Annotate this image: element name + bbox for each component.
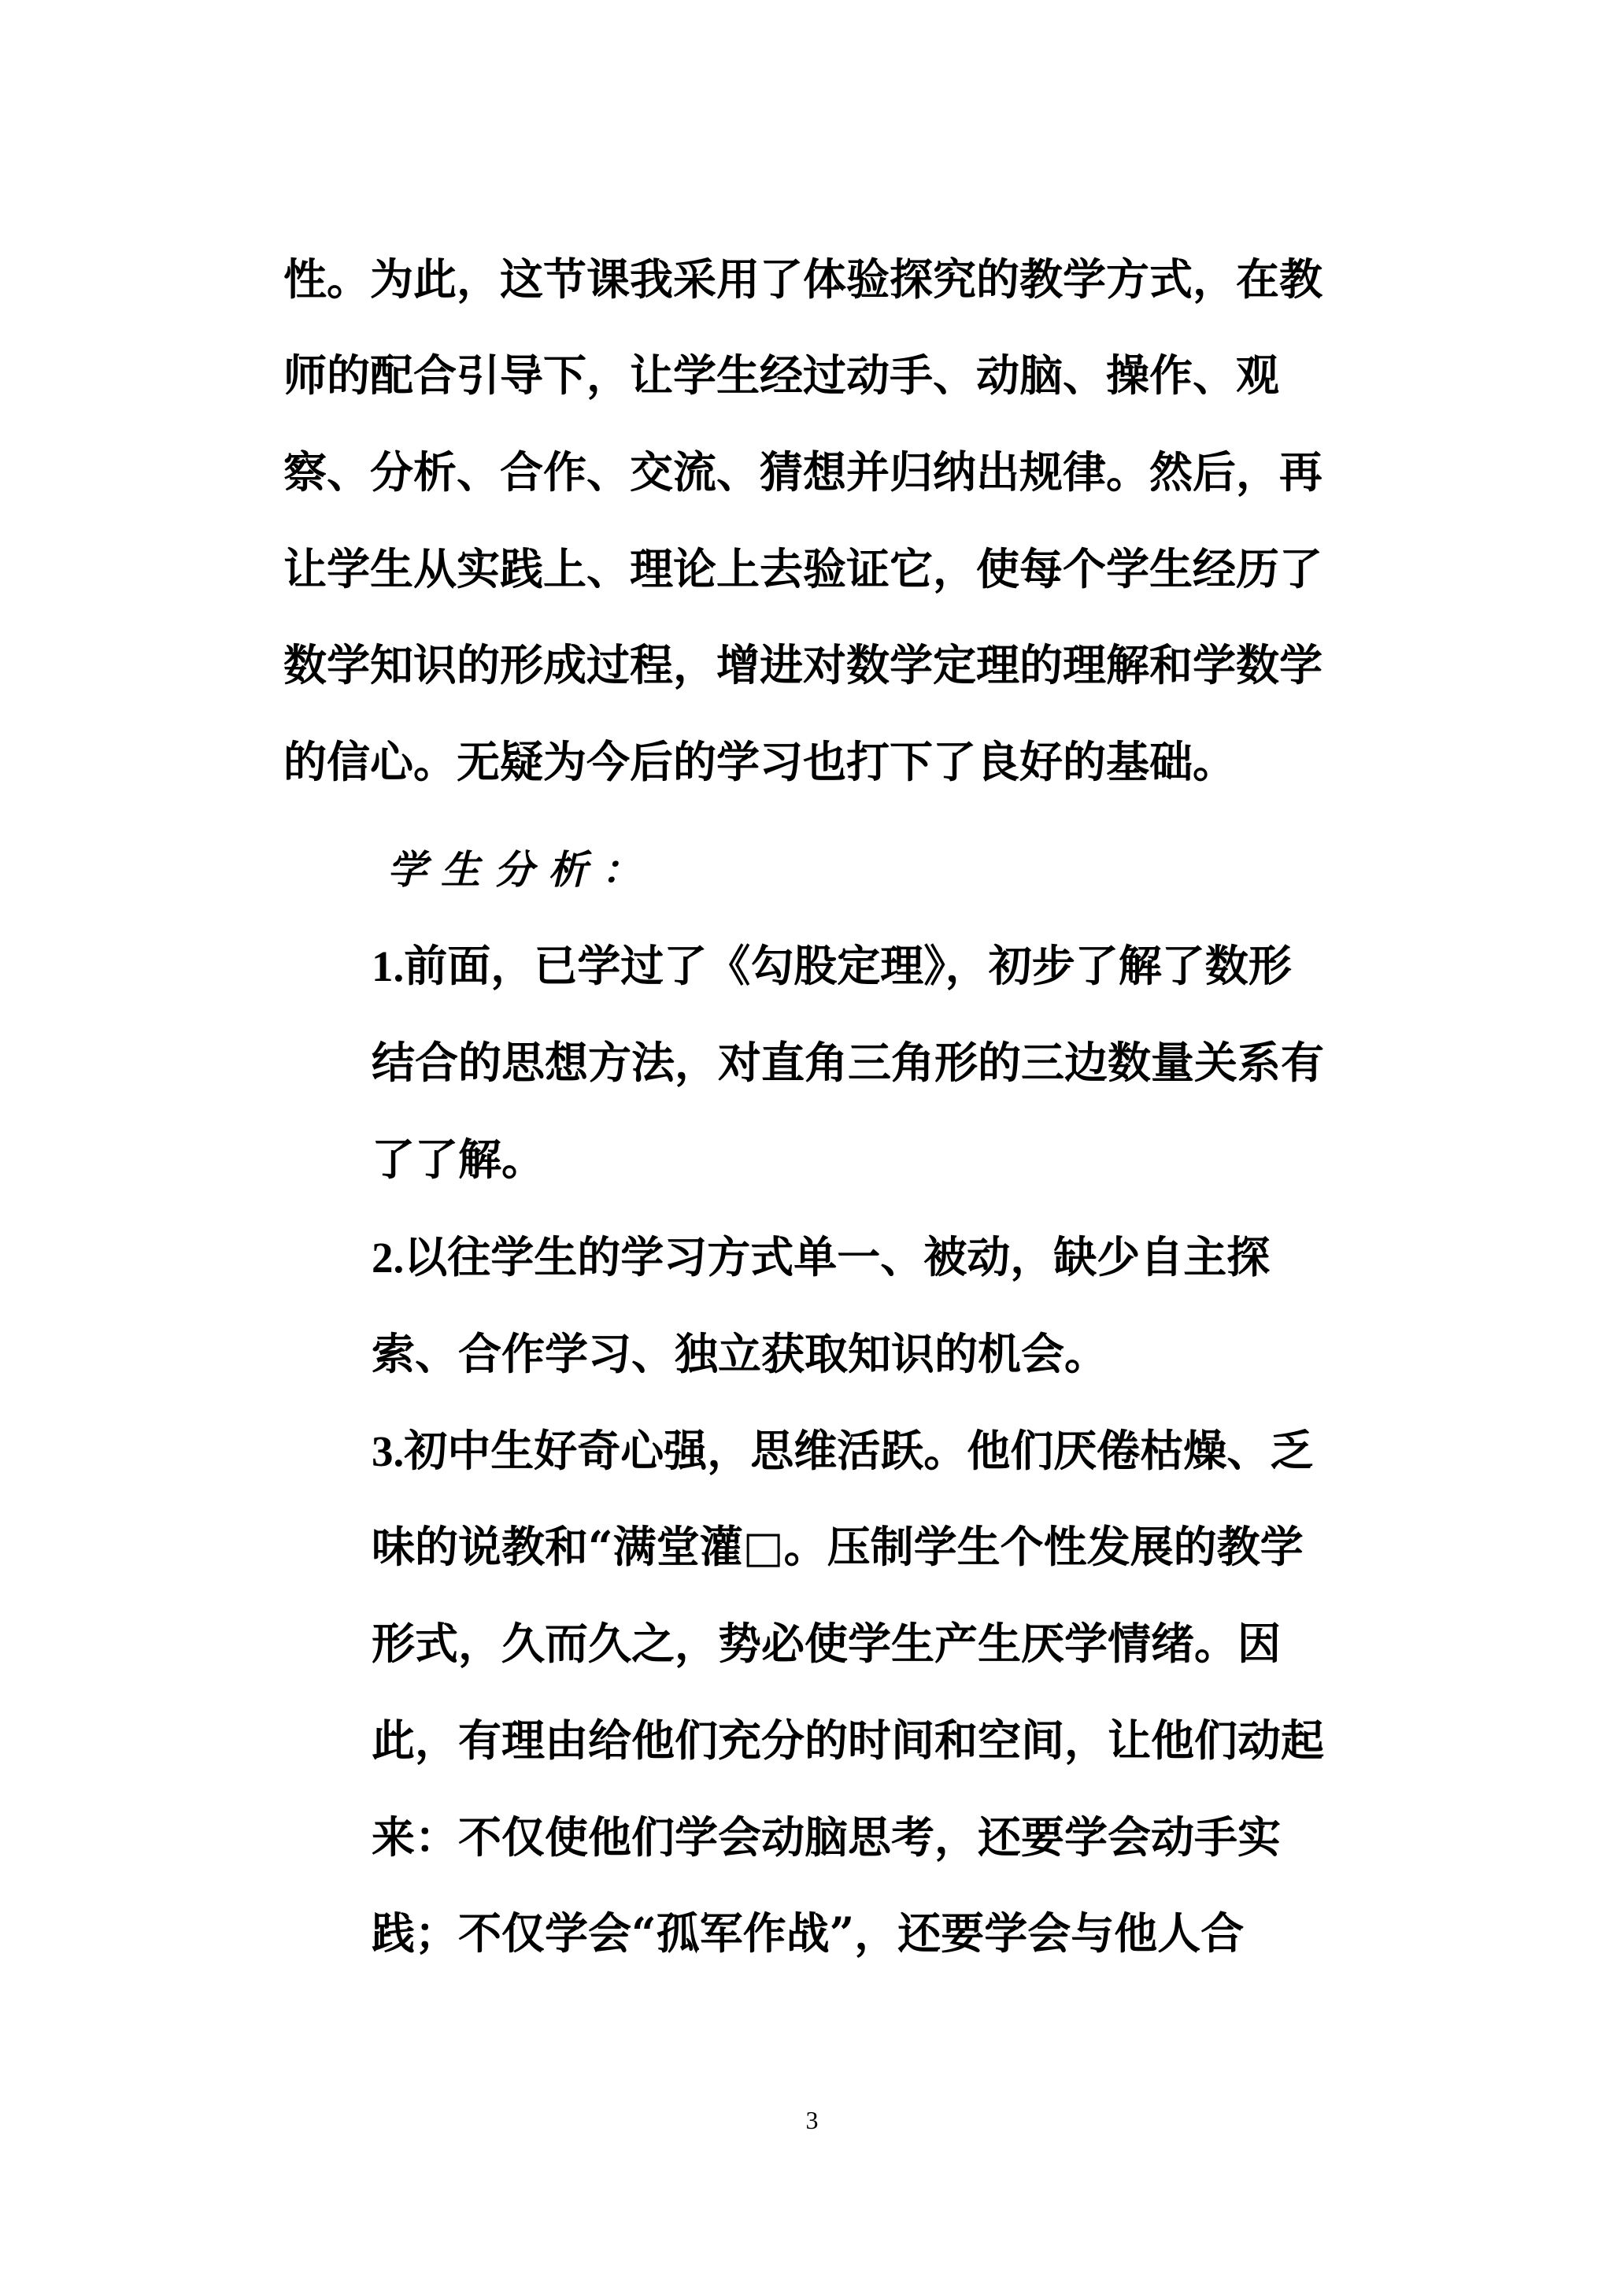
intro-line-4: 让学生从实践上、理论上去验证它，使每个学生经历了	[283, 543, 1323, 594]
item-3-number: 3.	[372, 1427, 405, 1475]
item-2-number: 2.	[372, 1234, 405, 1282]
intro-line-3: 察、分析、合作、交流、猜想并归纳出规律。然后，再	[283, 446, 1323, 498]
item-3-line-1	[372, 1423, 1342, 1478]
item-2-line-2: 索、合作学习、独立获取知识的机会。	[372, 1328, 1108, 1379]
page-number: 3	[805, 2106, 819, 2134]
item-3-line-4: 此，有理由给他们充分的时间和空间，让他们动起	[372, 1715, 1325, 1766]
item-1-line-2: 结合的思想方法，对直角三角形的三边数量关系有	[372, 1037, 1325, 1088]
item-3-line-6: 践；不仅学会“孤军作战”，还要学会与他人合	[372, 1907, 1245, 1959]
intro-line-6: 的信心。无疑为今后的学习也打下了良好的基础。	[283, 736, 1237, 787]
item-3-line-2: 味的说教和“满堂灌□。压制学生个性发展的教学	[372, 1521, 1304, 1572]
item-2-text: 以往学生的学习方式单一、被动，缺少自主探	[404, 1231, 1271, 1282]
section-heading: 学生分析：	[387, 847, 655, 893]
item-2-line-1	[372, 1230, 1342, 1285]
item-1-number: 1.	[372, 942, 405, 990]
item-1-line-1	[372, 938, 1342, 993]
item-3-text: 初中生好奇心强，思维活跃。他们厌倦枯燥、乏	[404, 1425, 1314, 1476]
intro-line-1: 性。为此，这节课我采用了体验探究的教学方式，在教	[283, 253, 1323, 305]
item-3-line-3: 形式，久而久之，势必使学生产生厌学情绪。因	[372, 1618, 1282, 1669]
intro-line-5: 数学知识的形成过程，增进对数学定理的理解和学数学	[283, 639, 1323, 690]
item-1-line-3: 了了解。	[372, 1134, 546, 1185]
item-1-text: 前面，已学过了《勾股定理》，初步了解了数形	[404, 940, 1292, 991]
intro-line-2: 师的配合引导下，让学生经过动手、动脑、操作、观	[283, 350, 1280, 401]
item-3-line-5: 来：不仅使他们学会动脑思考，还要学会动手实	[372, 1811, 1282, 1863]
